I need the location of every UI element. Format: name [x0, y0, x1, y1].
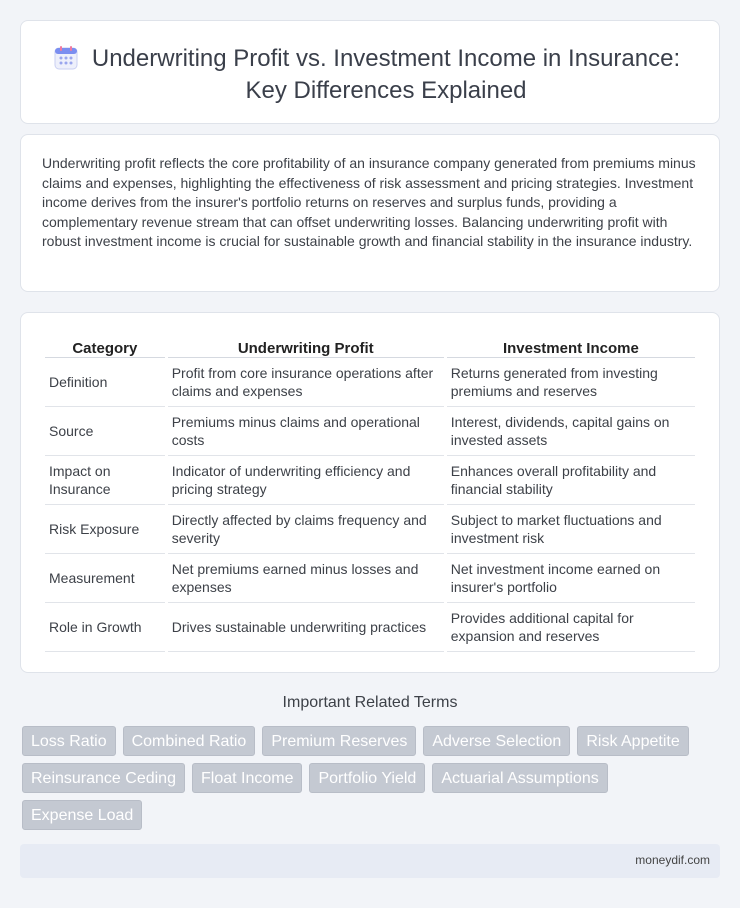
row-investment-income: Subject to market fluctuations and investment risk	[447, 505, 695, 554]
tag-expense-load[interactable]: Expense Load	[22, 800, 142, 830]
related-terms-list	[22, 726, 712, 830]
column-header-investment-income: Investment Income	[447, 336, 695, 358]
tag-loss-ratio[interactable]: Loss Ratio	[22, 726, 116, 756]
column-header-underwriting-profit: Underwriting Profit	[168, 336, 444, 358]
table-header-row	[45, 336, 695, 358]
intro-paragraph: Underwriting profit reflects the core profitability of an insurance company generated from premiums minus claims and expenses, highlighting the effectiveness of risk assessment and pricing strategies. Investment income derives from the insurer's portfolio returns on reserves and surplus funds, providing a complementary revenue stream that can offset underwriting losses. Balancing underwriting profit with robust investment income is crucial for sustainable growth and financial stability in the insurance industry.	[42, 155, 696, 250]
row-underwriting-profit: Premiums minus claims and operational costs	[168, 407, 444, 456]
page-title: Underwriting Profit vs. Investment Income in Insurance: Key Differences Explained	[91, 45, 681, 104]
comparison-table-card	[20, 312, 720, 673]
tag-float-income[interactable]: Float Income	[192, 763, 302, 793]
comparison-table	[42, 336, 698, 652]
row-category: Measurement	[45, 554, 165, 603]
row-underwriting-profit: Net premiums earned minus losses and expenses	[168, 554, 444, 603]
row-category: Risk Exposure	[45, 505, 165, 554]
tag-adverse-selection[interactable]: Adverse Selection	[423, 726, 570, 756]
tag-risk-appetite[interactable]: Risk Appetite	[577, 726, 688, 756]
row-investment-income: Net investment income earned on insurer's portfolio	[447, 554, 695, 603]
footer	[20, 844, 720, 878]
column-header-category: Category	[45, 336, 165, 358]
row-investment-income: Provides additional capital for expansion and reserves	[447, 603, 695, 652]
table-row	[45, 603, 695, 652]
tag-portfolio-yield[interactable]: Portfolio Yield	[309, 763, 425, 793]
row-investment-income: Returns generated from investing premiums and reserves	[447, 358, 695, 407]
row-investment-income: Enhances overall profitability and financial stability	[447, 456, 695, 505]
related-terms-heading: Important Related Terms	[282, 694, 458, 711]
row-underwriting-profit: Drives sustainable underwriting practices	[168, 603, 444, 652]
tag-premium-reserves[interactable]: Premium Reserves	[262, 726, 416, 756]
tag-reinsurance-ceding[interactable]: Reinsurance Ceding	[22, 763, 185, 793]
row-category: Source	[45, 407, 165, 456]
table-row	[45, 407, 695, 456]
row-underwriting-profit: Indicator of underwriting efficiency and pricing strategy	[168, 456, 444, 505]
header-card	[20, 20, 720, 124]
table-row	[45, 456, 695, 505]
table-row	[45, 358, 695, 407]
row-underwriting-profit: Directly affected by claims frequency and severity	[168, 505, 444, 554]
tag-actuarial-assumptions[interactable]: Actuarial Assumptions	[432, 763, 607, 793]
table-row	[45, 505, 695, 554]
table-row	[45, 554, 695, 603]
row-underwriting-profit: Profit from core insurance operations after claims and expenses	[168, 358, 444, 407]
tag-combined-ratio[interactable]: Combined Ratio	[123, 726, 256, 756]
row-investment-income: Interest, dividends, capital gains on invested assets	[447, 407, 695, 456]
footer-site-link[interactable]: moneydif.com	[635, 853, 710, 867]
row-category: Definition	[45, 358, 165, 407]
row-category: Role in Growth	[45, 603, 165, 652]
intro-card	[20, 134, 720, 292]
row-category: Impact on Insurance	[45, 456, 165, 505]
